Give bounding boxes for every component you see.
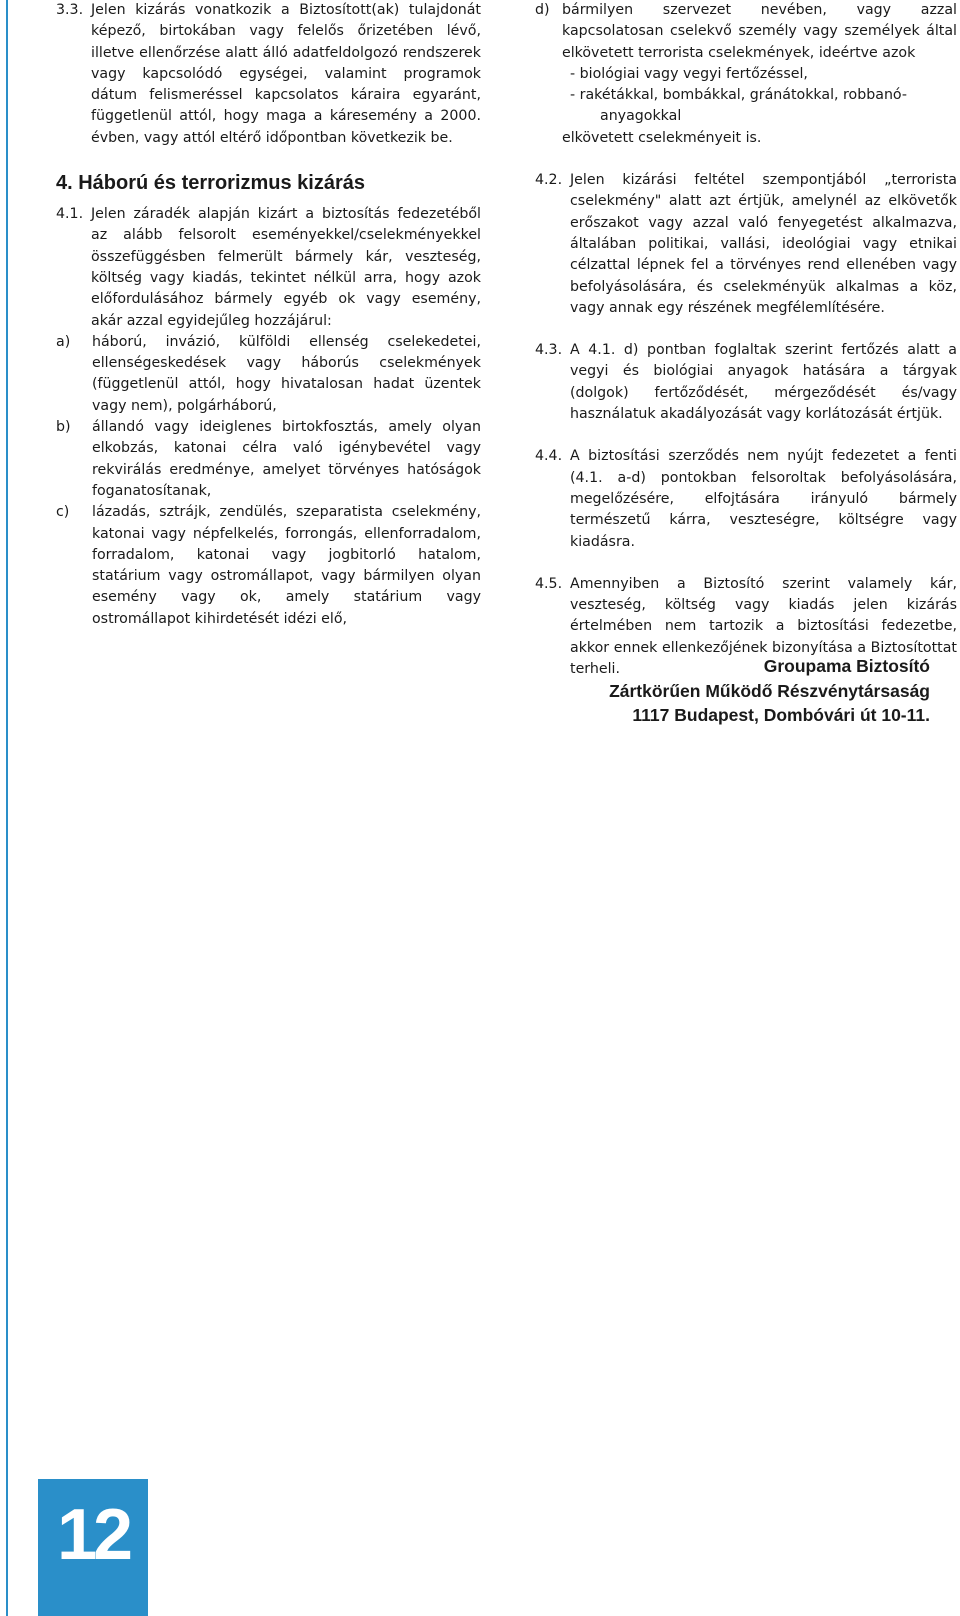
clause-number: 4.4.	[535, 448, 563, 465]
clause-text: Jelen kizárási feltétel szempontjából „terrorista cselekmény" alatt azt értjük, amelynél az elkövetők erőszakot vagy azzal való fenyegetést alkalmazva, általában politikai, vallási, ideológiai vagy etnikai célzattal lépnek fel a törvényes rend ellenében vagy befolyásolására, és cselekményük alkalmas a köz, vagy annak egy részének megfélemlítésére.	[570, 172, 957, 316]
section-heading: 4. Háború és terrorizmus kizárás	[56, 172, 366, 195]
clause-number: 4.1.	[56, 206, 84, 223]
sub-item-text: háború, invázió, külföldi ellenség cselekedetei, ellenségeskedések vagy háborús cselekmények (függetlenül attól, hogy hivatalosan hadat üzentek vagy nem), polgárháború,	[92, 333, 481, 414]
sub-item-b	[56, 417, 481, 502]
page-number: 12	[56, 1495, 130, 1575]
clause-4-3	[535, 340, 957, 425]
sub-item-a	[56, 332, 481, 417]
sub-item-letter: d)	[535, 2, 550, 18]
clause-text: Amennyiben a Biztosító szerint valamely kár, veszteség, költség vagy kiadás jelen kizárás értelmében nem tartozik a biztosítási fedezetbe, akkor ennek ellenkezőjének bizonyítása a Biztosítottat terheli.	[570, 575, 957, 678]
sub-item-letter: c)	[56, 504, 70, 521]
dash-line-continuation: anyagokkal	[600, 108, 682, 125]
clause-3-3	[56, 0, 481, 149]
sub-item-text: állandó vagy ideiglenes birtokfosztás, amely olyan elkobzás, katonai célra való igénybevétel vagy rekvirálás eredménye, amelyet törvényes hatóságok foganatosítanak,	[92, 419, 481, 499]
sub-item-letter: b)	[56, 419, 71, 436]
sub-item-text: bármilyen szervezet nevében, vagy azzal kapcsolatosan cselekvő személy vagy személyek által elkövetett terrorista cselekmények, ideértve azok	[562, 2, 957, 61]
clause-text: A biztosítási szerződés nem nyújt fedezetet a fenti (4.1. a-d) pontokban felsoroltak befolyásolására, megelőzésére, elfojtására irányuló bármely természetű kárra, veszteségre, költségre vagy kiadásra.	[570, 448, 957, 550]
left-margin-rule	[6, 0, 8, 1616]
left-column	[56, 0, 481, 630]
clause-number: 4.5.	[535, 575, 563, 592]
clause-number: 4.2.	[535, 172, 563, 189]
clause-number: 4.3.	[535, 342, 563, 359]
page-number-box	[38, 1479, 148, 1616]
sub-item-text: lázadás, sztrájk, zendülés, szeparatista cselekmény, katonai vagy népfelkelés, forrongás, ellenforradalom, forradalom, katonai vagy jogbitorló hatalom, statárium vagy ostromállapot, vagy bármilyen olyan esemény vagy ok, amely statárium vagy ostromállapot kihirdetését idézi elő,	[92, 504, 481, 627]
right-column	[535, 0, 957, 680]
company-name: Groupama Biztosító	[763, 656, 930, 676]
sub-item-letter: a)	[56, 333, 71, 350]
clause-4-4	[535, 446, 957, 552]
clause-4-1	[56, 204, 481, 332]
company-address: 1117 Budapest, Dombóvári út 10-11.	[632, 705, 930, 725]
clause-4-2	[535, 170, 957, 319]
clause-text: A 4.1. d) pontban foglaltak szerint fertőzés alatt a vegyi és biológiai anyagok hatására a tárgyak (dolgok) fertőződését, mérgeződését és/vagy használatuk akadályozását vagy korlátozását értjük.	[570, 342, 957, 423]
sub-item-d	[535, 0, 957, 149]
sub-item-c	[56, 502, 481, 630]
clause-text: Jelen kizárás vonatkozik a Biztosított(ak) tulajdonát képező, birtokában vagy felelős őrizetében lévő, illetve ellenőrzése alatt álló adatfeldolgozó rendszerek vagy kapcsolódó egységei, valamint programok dátum felismeréssel kapcsolatos káraira egyaránt, függetlenül attól, hogy maga a káresemény a 2000. évben, vagy attól eltérő időpontban következik be.	[91, 2, 481, 146]
sub-item-closing: elkövetett cselekményeit is.	[562, 129, 762, 146]
dash-line-biological: - biológiai vagy vegyi fertőzéssel,	[570, 65, 808, 82]
sub-item-d-body	[562, 0, 957, 149]
company-signature	[609, 654, 930, 728]
clause-number: 3.3.	[56, 2, 84, 18]
company-legal-form: Zártkörűen Működő Részvénytársaság	[609, 680, 930, 701]
dash-line-rockets: - rakétákkal, bombákkal, gránátokkal, robbanó-	[570, 87, 907, 104]
clause-text: Jelen záradék alapján kizárt a biztosítás fedezetéből az alább felsorolt eseményekkel/cselekményekkel összefüggésben felmerült bármely kár, veszteség, költség vagy kiadás, tekintet nélkül arra, hogy azok előfordulásához bármely egyéb ok vagy esemény, akár azzal egyidejűleg hozzájárul:	[91, 206, 481, 329]
